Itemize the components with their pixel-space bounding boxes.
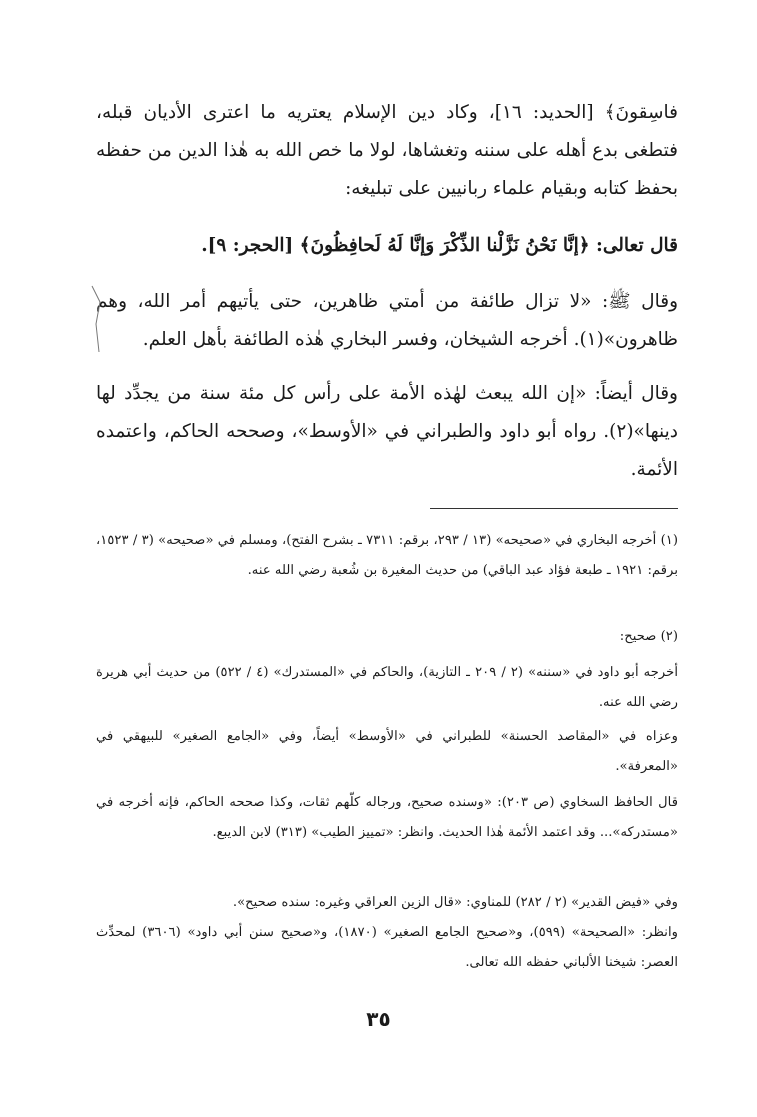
paragraph-1: فاسِقونَ﴾ [الحديد: ١٦]، وكاد دين الإسلام يعتريه ما اعترى الأديان قبله، فتطغى بدع أهله على سننه وتغشاها، لولا ما خص الله به هٰذا الدين من حفظه بحفظ كتابه وبقيام علماء ربانيين على تبليغه: xyxy=(96,102,679,199)
footnote-text: (٢) صحيح: xyxy=(619,629,678,644)
footnote-text: أخرجه أبو داود في «سننه» (٢ / ٢٠٩ ـ التازية)، والحاكم في «المستدرك» (٤ / ٥٢٢) من حديث أبي هريرة رضي الله عنه. xyxy=(96,665,678,710)
hadith-paragraph-2: وقال أيضاً: «إن الله يبعث لهٰذه الأمة على رأس كل مئة سنة من يجدِّد لها دينها»(٢). رواه أبو داود والطبراني في «الأوسط»، وصححه الحاكم، واعتمده الأئمة. xyxy=(96,383,678,480)
footnote-2-part-2 xyxy=(96,722,678,782)
footnote-2-part-5 xyxy=(96,918,678,978)
footnote-text: (١) أخرجه البخاري في «صحيحه» (١٣ / ٢٩٣، برقم: ٧٣١١ ـ بشرح الفتح)، ومسلم في «صحيحه» (٣ / ١٥٢٣، برقم: ١٩٢١ ـ طبعة فؤاد عبد الباقي) من حديث المغيرة بن شُعبة رضي الله عنه. xyxy=(96,533,678,578)
margin-mark xyxy=(90,284,104,354)
footnote-2-part-4 xyxy=(96,888,678,918)
footnote-2-heading xyxy=(96,622,678,652)
footnote-2-part-1 xyxy=(96,658,678,718)
footnote-text: وعزاه في «المقاصد الحسنة» للطبراني في «الأوسط» أيضاً، وفي «الجامع الصغير» للبيهقي في «المعرفة». xyxy=(96,729,678,774)
footnote-text: وفي «فيض القدير» (٢ / ٢٨٢) للمناوي: «قال الزين العراقي وغيره: سنده صحيح». xyxy=(232,895,678,910)
quran-verse-paragraph: قال تعالى: ﴿إنَّا نَحْنُ نَزَّلْنا الذِّكْرَ وَإنَّا لَهُ لَحافِظُونَ﴾ [الحجر: ٩]. xyxy=(201,235,678,256)
page-number: ٣٥ xyxy=(366,1007,391,1031)
footnote-separator xyxy=(430,508,678,509)
main-text xyxy=(96,94,678,208)
footnote-text: وانظر: «الصحيحة» (٥٩٩)، و«صحيح الجامع الصغير» (١٨٧٠)، و«صحيح سنن أبي داود» (٣٦٠٦) لمحدِّث العصر: شيخنا الألباني حفظه الله تعالى. xyxy=(96,925,678,970)
footnote-text: قال الحافظ السخاوي (ص ٢٠٣): «وسنده صحيح، ورجاله كلّهم ثقات، وكذا صححه الحاكم، فإنه أخرجه في «مستدركه»... وقد اعتمد الأئمة هٰذا الحديث. وانظر: «تمييز الطيب» (٣١٣) لابن الديبع. xyxy=(96,795,679,840)
footnote-1 xyxy=(96,526,678,586)
main-text-verse xyxy=(96,227,678,265)
hadith-paragraph-1: وقال ﷺ: «لا تزال طائفة من أمتي ظاهرين، حتى يأتيهم أمر الله، وهم ظاهرون»(١). أخرجه الشيخان، وفسر البخاري هٰذه الطائفة بأهل العلم. xyxy=(96,291,678,350)
footnote-2-part-3 xyxy=(96,788,678,848)
main-text-hadith-2 xyxy=(96,375,678,489)
main-text-hadith-1 xyxy=(96,283,678,359)
